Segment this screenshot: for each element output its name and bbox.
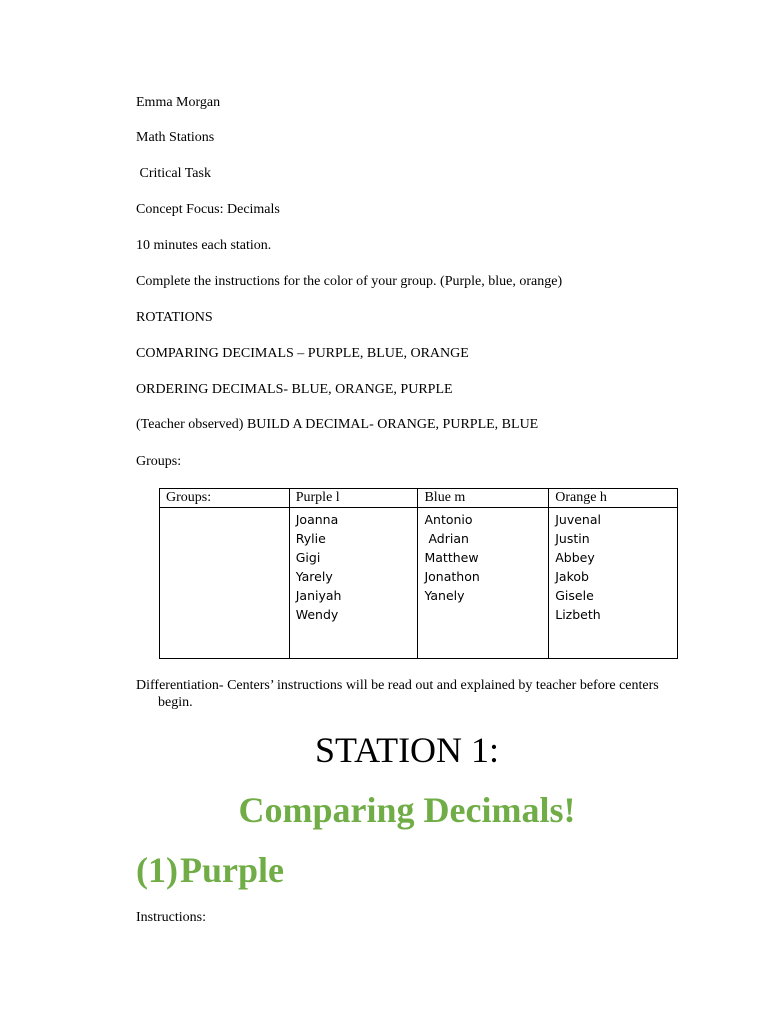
purple-members-cell [289, 508, 418, 659]
member-name: Adrian [424, 531, 469, 546]
blue-members-cell [418, 508, 549, 659]
member-name: Yarely [295, 569, 333, 584]
author-name: Emma Morgan [136, 95, 221, 110]
rotation-build: (Teacher observed) BUILD A DECIMAL- ORANGE, PURPLE, BLUE [136, 417, 539, 432]
group-instruction: Complete the instructions for the color of your group. (Purple, blue, orange) [136, 274, 563, 289]
member-name: Justin [555, 531, 590, 546]
station-title: STATION 1: [314, 730, 500, 770]
differentiation-note: Differentiation- Centers’ instructions will be read out and explained by teacher before centers begin. [136, 678, 659, 710]
rotation-comparing: COMPARING DECIMALS – PURPLE, BLUE, ORANGE [136, 346, 469, 361]
groups-label: Groups: [136, 454, 182, 469]
member-name: Jonathon [424, 569, 480, 584]
member-name: Yanely [424, 588, 465, 603]
empty-cell [160, 508, 290, 659]
member-name: Rylie [295, 531, 326, 546]
member-name: Gisele [555, 588, 594, 603]
member-name: Lizbeth [555, 607, 601, 622]
instructions-label: Instructions: [136, 910, 206, 925]
group-heading [136, 848, 284, 892]
member-name: Juvenal [555, 512, 601, 527]
rotations-label: ROTATIONS [136, 310, 213, 325]
member-name: Antonio [424, 512, 473, 527]
station-subtitle: Comparing Decimals! [238, 790, 576, 830]
header-cell-groups: Groups: [160, 489, 290, 508]
rotation-ordering: ORDERING DECIMALS- BLUE, ORANGE, PURPLE [136, 382, 453, 397]
member-name: Wendy [295, 607, 339, 622]
header-cell-blue: Blue m [418, 489, 549, 508]
header-cell-purple: Purple l [289, 489, 418, 508]
member-name: Joanna [295, 512, 339, 527]
header-cell-orange: Orange h [549, 489, 678, 508]
groups-table [159, 488, 678, 659]
task-label: Critical Task [136, 166, 211, 181]
group-number: (1) [136, 850, 178, 890]
member-name: Gigi [295, 550, 321, 565]
table-row [160, 508, 678, 659]
member-name: Janiyah [295, 588, 342, 603]
member-name: Jakob [555, 569, 589, 584]
table-header-row [160, 489, 678, 508]
concept-focus: Concept Focus: Decimals [136, 202, 280, 217]
course-title: Math Stations [136, 130, 215, 145]
time-per-station: 10 minutes each station. [136, 238, 272, 253]
member-name: Matthew [424, 550, 479, 565]
orange-members-cell [549, 508, 678, 659]
member-name: Abbey [555, 550, 595, 565]
group-name: Purple [180, 850, 284, 890]
